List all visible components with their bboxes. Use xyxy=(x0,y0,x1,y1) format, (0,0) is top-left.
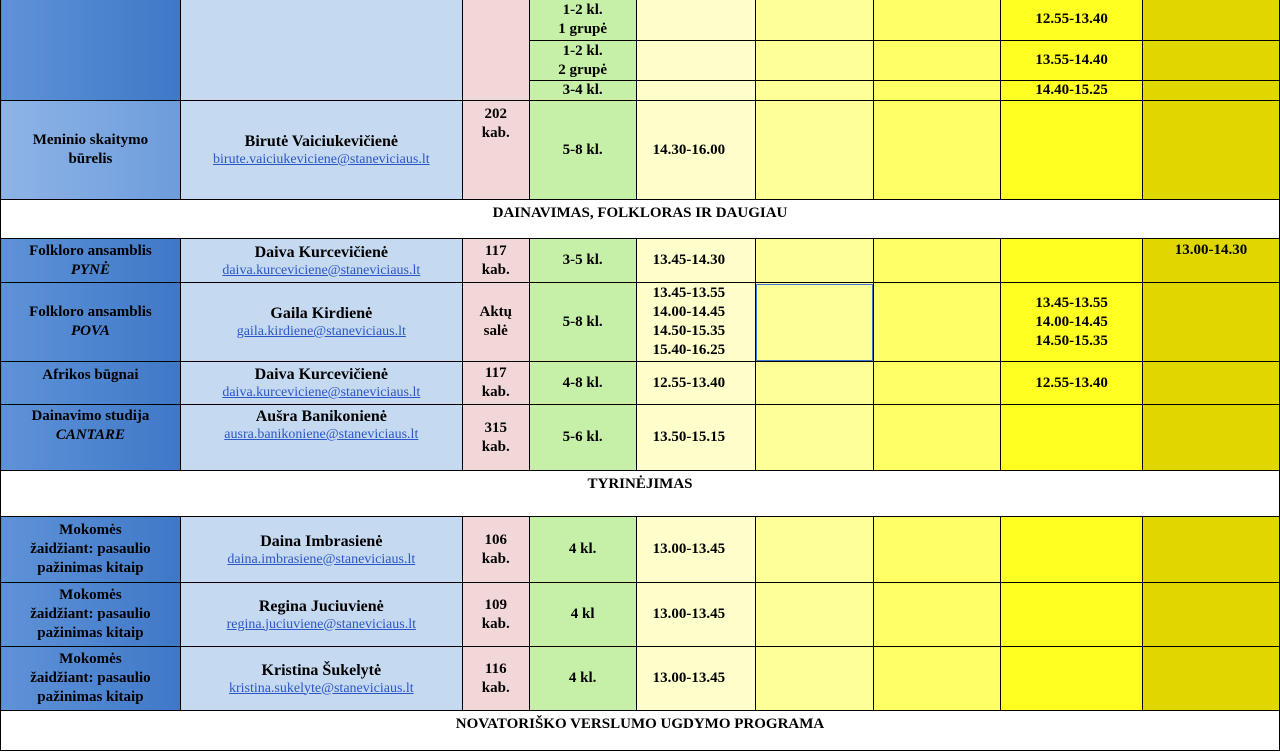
grade-cell: 4 kl. xyxy=(529,647,636,711)
friday-cell: 13.00-14.30 xyxy=(1143,239,1280,283)
thursday-cell: 13.45-13.55 14.00-14.45 14.50-15.35 xyxy=(1001,283,1143,362)
grade-cell: 4-8 kl. xyxy=(529,362,636,405)
friday-cell xyxy=(1143,405,1280,471)
wednesday-cell xyxy=(874,0,1001,41)
table-row xyxy=(1,583,1280,647)
teacher-email-link[interactable]: birute.vaiciukeviciene@staneviciaus.lt xyxy=(213,152,430,167)
teacher-email-link[interactable]: daina.imbrasiene@staneviciaus.lt xyxy=(227,551,416,567)
section-row xyxy=(1,711,1280,751)
table-row xyxy=(1,647,1280,711)
section-row xyxy=(1,471,1280,517)
monday-cell: 12.55-13.40 xyxy=(636,362,755,405)
teacher-cell: Birutė Vaiciukevičienė birute.vaiciukeviciene@staneviciaus.lt xyxy=(180,101,462,200)
teacher-email-link[interactable]: daiva.kurceviciene@staneviciaus.lt xyxy=(222,385,421,400)
friday-cell xyxy=(1143,583,1280,647)
monday-cell: 13.50-15.15 xyxy=(636,405,755,471)
tuesday-cell xyxy=(755,405,874,471)
friday-cell xyxy=(1143,81,1280,101)
tuesday-cell xyxy=(755,362,874,405)
grade-cell: 1-2 kl. 2 grupė xyxy=(529,41,636,81)
tuesday-cell xyxy=(755,0,874,41)
friday-cell xyxy=(1143,101,1280,200)
thursday-cell xyxy=(1001,405,1143,471)
table-row xyxy=(1,517,1280,583)
friday-cell xyxy=(1143,283,1280,362)
room-cell: 109 kab. xyxy=(462,583,529,647)
wednesday-cell xyxy=(874,517,1001,583)
grade-cell: 5-8 kl. xyxy=(529,101,636,200)
teacher-email-link[interactable]: daiva.kurceviciene@staneviciaus.lt xyxy=(222,262,421,278)
activity-name-cell: Afrikos būgnai xyxy=(1,362,181,405)
teacher-cell: Daiva Kurcevičienė daiva.kurceviciene@staneviciaus.lt xyxy=(180,362,462,405)
activity-name-cell: Dainavimo studija CANTARE xyxy=(1,405,181,471)
wednesday-cell xyxy=(874,583,1001,647)
section-heading: NOVATORIŠKO VERSLUMO UGDYMO PROGRAMA xyxy=(1,711,1280,751)
teacher-cell: Aušra Banikonienė ausra.banikoniene@staneviciaus.lt xyxy=(180,405,462,471)
teacher-cell: Daina Imbrasienė daina.imbrasiene@staneviciaus.lt xyxy=(180,517,462,583)
thursday-cell: 12.55-13.40 xyxy=(1001,0,1143,41)
selected-tuesday-cell[interactable] xyxy=(755,283,874,362)
monday-cell: 13.45-14.30 xyxy=(636,239,755,283)
thursday-cell: 12.55-13.40 xyxy=(1001,362,1143,405)
wednesday-cell xyxy=(874,81,1001,101)
wednesday-cell xyxy=(874,101,1001,200)
grade-cell: 3-5 kl. xyxy=(529,239,636,283)
teacher-email-link[interactable]: kristina.sukelyte@staneviciaus.lt xyxy=(228,680,414,696)
activity-name-cell: Meninio skaitymo būrelis xyxy=(1,101,181,200)
table-row xyxy=(1,362,1280,405)
section-row xyxy=(1,200,1280,239)
room-cell: 106 kab. xyxy=(462,517,529,583)
tuesday-cell xyxy=(755,239,874,283)
room-cell: 116 kab. xyxy=(462,647,529,711)
section-heading: TYRINĖJIMAS xyxy=(1,471,1280,517)
thursday-cell: 14.40-15.25 xyxy=(1001,81,1143,101)
friday-cell xyxy=(1143,0,1280,41)
activity-name-cell: Folkloro ansamblis POVA xyxy=(1,283,181,362)
monday-cell: 13.00-13.45 xyxy=(636,583,755,647)
tuesday-cell xyxy=(755,583,874,647)
room-cell: 117 kab. xyxy=(462,239,529,283)
activity-name-cell xyxy=(1,0,181,101)
teacher-email-link[interactable]: regina.juciuviene@staneviciaus.lt xyxy=(226,616,416,632)
teacher-email-link[interactable]: gaila.kirdiene@staneviciaus.lt xyxy=(236,324,406,339)
teacher-cell: Kristina Šukelytė kristina.sukelyte@staneviciaus.lt xyxy=(180,647,462,711)
monday-cell: 13.00-13.45 xyxy=(636,647,755,711)
section-heading: DAINAVIMAS, FOLKLORAS IR DAUGIAU xyxy=(1,200,1280,239)
monday-cell xyxy=(636,0,755,41)
wednesday-cell xyxy=(874,283,1001,362)
tuesday-cell xyxy=(755,517,874,583)
activity-name-cell: Mokomės žaidžiant: pasaulio pažinimas kitaip xyxy=(1,517,181,583)
tuesday-cell xyxy=(755,647,874,711)
teacher-cell xyxy=(180,0,462,101)
thursday-cell xyxy=(1001,101,1143,200)
table-row xyxy=(1,405,1280,471)
friday-cell xyxy=(1143,362,1280,405)
friday-cell xyxy=(1143,517,1280,583)
friday-cell xyxy=(1143,41,1280,81)
grade-cell: 5-8 kl. xyxy=(529,283,636,362)
table-row xyxy=(1,101,1280,200)
room-cell xyxy=(462,0,529,101)
grade-cell: 4 kl. xyxy=(529,517,636,583)
grade-cell: 5-6 kl. xyxy=(529,405,636,471)
teacher-cell: Gaila Kirdienė gaila.kirdiene@staneviciaus.lt xyxy=(180,283,462,362)
monday-cell: 13.45-13.55 14.00-14.45 14.50-15.35 15.40-16.25 xyxy=(636,283,755,362)
wednesday-cell xyxy=(874,405,1001,471)
wednesday-cell xyxy=(874,362,1001,405)
room-cell: Aktų salė xyxy=(462,283,529,362)
thursday-cell xyxy=(1001,583,1143,647)
thursday-cell xyxy=(1001,239,1143,283)
monday-cell xyxy=(636,81,755,101)
grade-cell: 4 kl xyxy=(529,583,636,647)
table-row xyxy=(1,283,1280,362)
tuesday-cell xyxy=(755,81,874,101)
wednesday-cell xyxy=(874,239,1001,283)
tuesday-cell xyxy=(755,101,874,200)
thursday-cell xyxy=(1001,517,1143,583)
teacher-cell: Regina Juciuvienė regina.juciuviene@staneviciaus.lt xyxy=(180,583,462,647)
grade-cell: 1-2 kl. 1 grupė xyxy=(529,0,636,41)
activity-name-cell: Mokomės žaidžiant: pasaulio pažinimas kitaip xyxy=(1,647,181,711)
room-cell: 202 kab. xyxy=(462,101,529,200)
grade-cell: 3-4 kl. xyxy=(529,81,636,101)
wednesday-cell xyxy=(874,647,1001,711)
activity-name-cell: Folkloro ansamblis PYNĖ xyxy=(1,239,181,283)
wednesday-cell xyxy=(874,41,1001,81)
monday-cell xyxy=(636,41,755,81)
room-cell: 315 kab. xyxy=(462,405,529,471)
monday-cell: 14.30-16.00 xyxy=(636,101,755,200)
room-cell: 117 kab. xyxy=(462,362,529,405)
tuesday-cell xyxy=(755,41,874,81)
teacher-email-link[interactable]: ausra.banikoniene@staneviciaus.lt xyxy=(224,427,419,442)
table-row xyxy=(1,0,1280,41)
teacher-cell: Daiva Kurcevičienė daiva.kurceviciene@staneviciaus.lt xyxy=(180,239,462,283)
thursday-cell: 13.55-14.40 xyxy=(1001,41,1143,81)
activity-name-cell: Mokomės žaidžiant: pasaulio pažinimas kitaip xyxy=(1,583,181,647)
friday-cell xyxy=(1143,647,1280,711)
table-row xyxy=(1,239,1280,283)
monday-cell: 13.00-13.45 xyxy=(636,517,755,583)
thursday-cell xyxy=(1001,647,1143,711)
